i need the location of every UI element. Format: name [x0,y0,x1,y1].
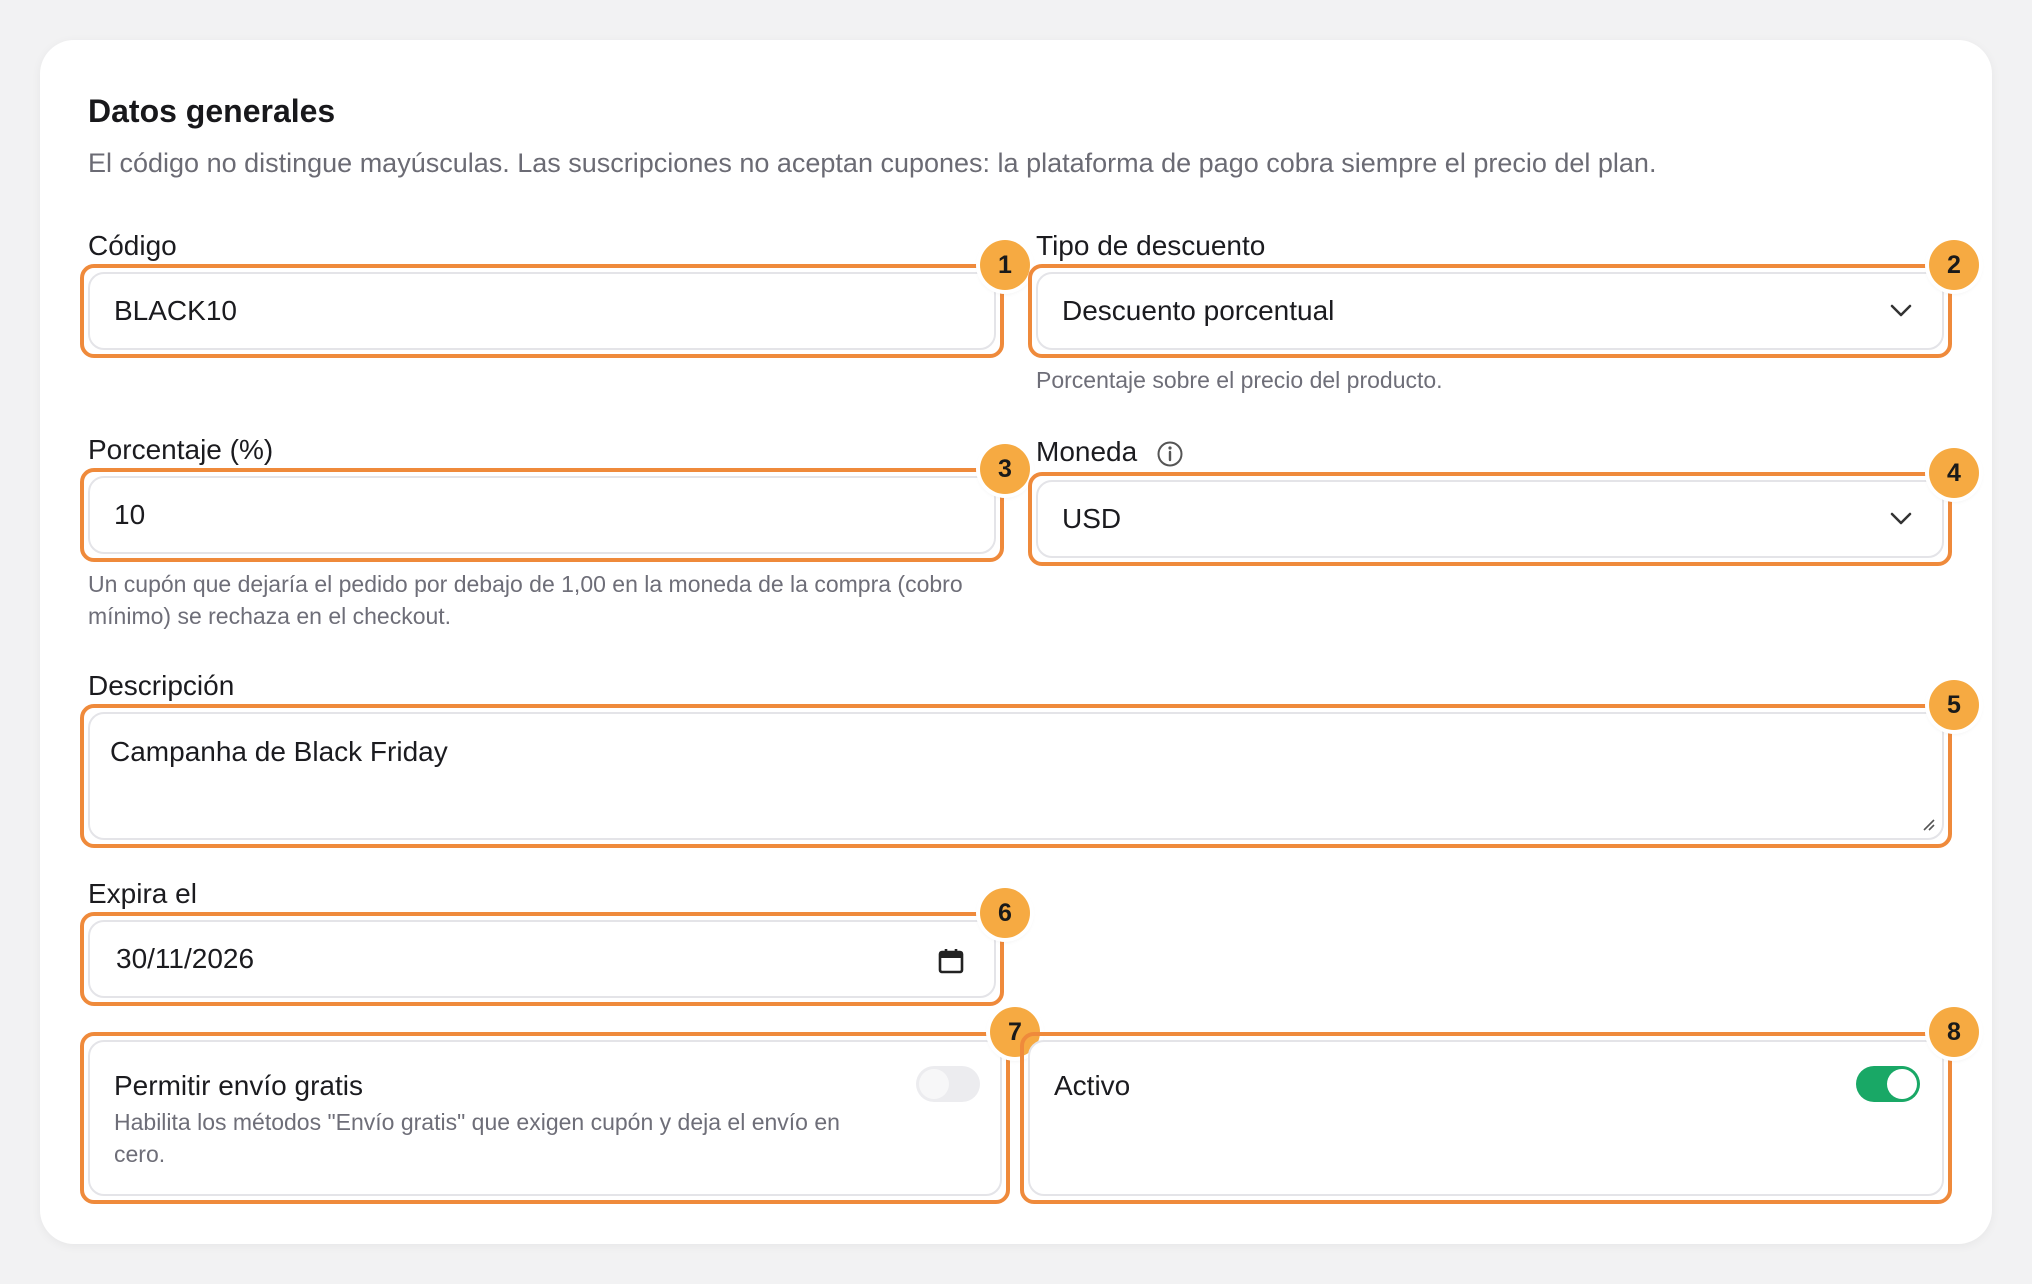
badge-5: 5 [1929,680,1979,730]
free-shipping-panel [88,1040,1002,1196]
badge-3: 3 [980,444,1030,494]
description-textarea[interactable] [88,712,1944,840]
active-label: Activo [1054,1070,1131,1101]
percentage-value: 10 [114,499,146,530]
discount-type-value: Descuento porcentual [1062,295,1335,326]
resize-handle-icon[interactable] [1920,816,1936,832]
info-icon[interactable] [1156,440,1184,468]
discount-type-label: Tipo de descuento [1036,230,1266,261]
currency-value: USD [1062,503,1122,534]
expires-label: Expira el [88,878,197,909]
badge-2: 2 [1929,240,1979,290]
currency-select[interactable] [1036,480,1944,558]
chevron-down-icon [1890,512,1912,526]
chevron-down-icon [1890,304,1912,318]
description-label: Descripción [88,670,235,701]
expires-value: 30/11/2026 [116,943,255,974]
description-value: Campanha de Black Friday [110,736,448,767]
badge-8: 8 [1929,1007,1979,1057]
toggle-knob [919,1069,949,1099]
free-shipping-help: Habilita los métodos "Envío gratis" que exigen cupón y deja el envío en cero. [114,1109,840,1167]
free-shipping-label: Permitir envío gratis [114,1070,363,1101]
percentage-label: Porcentaje (%) [88,434,274,465]
badge-4: 4 [1929,448,1979,498]
section-subtitle: El código no distingue mayúsculas. Las suscripciones no aceptan cupones: la plataforma de pago cobra siempre el precio del plan. [88,148,1657,178]
badge-7: 7 [990,1007,1040,1057]
code-value: BLACK10 [114,295,237,326]
percentage-input[interactable] [88,476,996,554]
expires-date-input[interactable] [88,920,996,998]
calendar-icon[interactable] [938,948,964,974]
code-label: Código [88,230,177,261]
badge-1: 1 [980,240,1030,290]
active-toggle[interactable] [1856,1066,1920,1102]
discount-type-help: Porcentaje sobre el precio del producto. [1036,367,1443,393]
section-title: Datos generales [88,93,336,129]
percentage-help: Un cupón que dejaría el pedido por debajo de 1,00 en la moneda de la compra (cobro mínimo) se rechaza en el checkout. [88,571,963,629]
code-input[interactable] [88,272,996,350]
toggle-knob [1887,1069,1917,1099]
badge-6: 6 [980,888,1030,938]
currency-label: Moneda [1036,436,1138,467]
active-panel [1028,1040,1944,1196]
free-shipping-toggle[interactable] [916,1066,980,1102]
discount-type-select[interactable] [1036,272,1944,350]
